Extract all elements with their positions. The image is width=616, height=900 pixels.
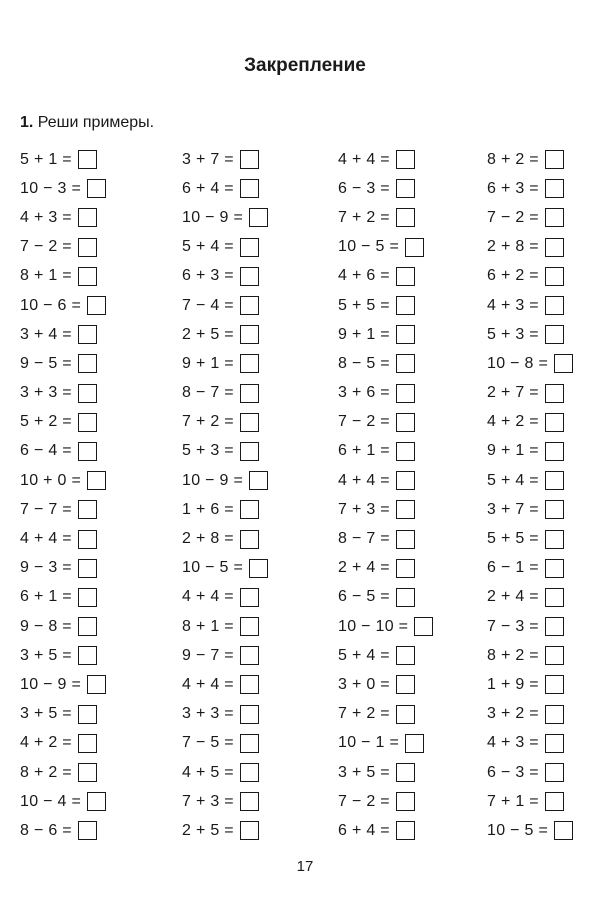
- answer-box[interactable]: [545, 267, 564, 286]
- example-expression: 7 + 1 =: [487, 792, 539, 810]
- answer-box[interactable]: [240, 413, 259, 432]
- examples-column-4: [487, 145, 573, 846]
- example-expression: 6 − 3 =: [338, 179, 390, 197]
- example-expression: 8 − 7 =: [338, 530, 390, 548]
- example-row: [182, 233, 268, 262]
- answer-box[interactable]: [545, 763, 564, 782]
- answer-box[interactable]: [78, 734, 97, 753]
- example-expression: 7 − 3 =: [487, 617, 539, 635]
- example-expression: 3 + 2 =: [487, 705, 539, 723]
- example-row: [182, 145, 268, 174]
- example-row: [182, 437, 268, 466]
- answer-box[interactable]: [240, 267, 259, 286]
- example-row: [487, 262, 573, 291]
- answer-box[interactable]: [396, 325, 415, 344]
- answer-box[interactable]: [78, 267, 97, 286]
- answer-box[interactable]: [396, 442, 415, 461]
- example-row: [20, 524, 106, 553]
- answer-box[interactable]: [78, 646, 97, 665]
- example-row: [487, 670, 573, 699]
- example-row: [338, 349, 433, 378]
- example-row: [338, 408, 433, 437]
- example-expression: 2 + 4 =: [338, 559, 390, 577]
- answer-box[interactable]: [240, 792, 259, 811]
- answer-box[interactable]: [545, 675, 564, 694]
- example-row: [20, 320, 106, 349]
- example-expression: 8 + 2 =: [487, 150, 539, 168]
- example-expression: 7 + 3 =: [182, 792, 234, 810]
- example-row: [487, 495, 573, 524]
- example-expression: 3 + 5 =: [338, 763, 390, 781]
- answer-box[interactable]: [545, 179, 564, 198]
- answer-box[interactable]: [396, 500, 415, 519]
- answer-box[interactable]: [545, 559, 564, 578]
- answer-box[interactable]: [396, 821, 415, 840]
- example-row: [20, 349, 106, 378]
- example-row: [182, 641, 268, 670]
- answer-box[interactable]: [87, 471, 106, 490]
- example-row: [338, 466, 433, 495]
- example-expression: 9 + 1 =: [487, 442, 539, 460]
- example-row: [338, 787, 433, 816]
- answer-box[interactable]: [240, 705, 259, 724]
- answer-box[interactable]: [249, 559, 268, 578]
- example-expression: 7 + 3 =: [338, 500, 390, 518]
- example-expression: 5 + 3 =: [182, 442, 234, 460]
- example-expression: 6 − 5 =: [338, 588, 390, 606]
- answer-box[interactable]: [396, 354, 415, 373]
- answer-box[interactable]: [545, 734, 564, 753]
- example-expression: 6 − 1 =: [487, 559, 539, 577]
- example-row: [338, 495, 433, 524]
- example-row: [338, 320, 433, 349]
- example-expression: 2 + 4 =: [487, 588, 539, 606]
- example-expression: 3 + 4 =: [20, 325, 72, 343]
- example-expression: 4 + 4 =: [20, 530, 72, 548]
- example-row: [487, 700, 573, 729]
- example-expression: 5 + 5 =: [338, 296, 390, 314]
- answer-box[interactable]: [87, 792, 106, 811]
- example-row: [338, 758, 433, 787]
- example-expression: 7 + 2 =: [182, 413, 234, 431]
- answer-box[interactable]: [545, 588, 564, 607]
- example-row: [487, 203, 573, 232]
- example-expression: 9 − 3 =: [20, 559, 72, 577]
- example-row: [20, 700, 106, 729]
- example-expression: 8 + 2 =: [487, 646, 539, 664]
- answer-box[interactable]: [545, 296, 564, 315]
- example-row: [338, 233, 433, 262]
- answer-box[interactable]: [240, 296, 259, 315]
- example-expression: 5 + 3 =: [487, 325, 539, 343]
- example-row: [182, 203, 268, 232]
- example-row: [487, 787, 573, 816]
- answer-box[interactable]: [78, 413, 97, 432]
- answer-box[interactable]: [87, 675, 106, 694]
- answer-box[interactable]: [396, 471, 415, 490]
- example-expression: 10 + 0 =: [20, 471, 82, 489]
- example-expression: 3 + 7 =: [487, 500, 539, 518]
- answer-box[interactable]: [396, 675, 415, 694]
- example-row: [487, 816, 573, 845]
- example-expression: 4 + 3 =: [487, 734, 539, 752]
- example-expression: 5 + 5 =: [487, 530, 539, 548]
- example-expression: 10 − 3 =: [20, 179, 82, 197]
- example-row: [487, 729, 573, 758]
- answer-box[interactable]: [414, 617, 433, 636]
- answer-box[interactable]: [78, 617, 97, 636]
- answer-box[interactable]: [545, 413, 564, 432]
- example-row: [182, 670, 268, 699]
- answer-box[interactable]: [396, 792, 415, 811]
- example-row: [338, 641, 433, 670]
- answer-box[interactable]: [78, 705, 97, 724]
- answer-box[interactable]: [545, 500, 564, 519]
- example-row: [20, 670, 106, 699]
- example-row: [338, 437, 433, 466]
- example-row: [20, 612, 106, 641]
- example-expression: 4 + 3 =: [20, 208, 72, 226]
- example-expression: 7 − 7 =: [20, 500, 72, 518]
- example-expression: 2 + 8 =: [487, 238, 539, 256]
- example-expression: 9 − 5 =: [20, 354, 72, 372]
- example-row: [20, 233, 106, 262]
- example-row: [20, 466, 106, 495]
- example-row: [182, 495, 268, 524]
- example-row: [20, 641, 106, 670]
- answer-box[interactable]: [240, 325, 259, 344]
- examples-column-2: [182, 145, 268, 846]
- example-row: [182, 816, 268, 845]
- example-expression: 10 − 8 =: [487, 354, 549, 372]
- example-row: [20, 787, 106, 816]
- example-row: [182, 758, 268, 787]
- answer-box[interactable]: [78, 442, 97, 461]
- example-expression: 6 − 3 =: [487, 763, 539, 781]
- example-expression: 4 + 4 =: [338, 150, 390, 168]
- example-row: [487, 174, 573, 203]
- answer-box[interactable]: [545, 646, 564, 665]
- example-row: [487, 583, 573, 612]
- example-row: [338, 583, 433, 612]
- example-expression: 9 − 7 =: [182, 646, 234, 664]
- example-expression: 2 + 5 =: [182, 325, 234, 343]
- example-expression: 1 + 9 =: [487, 675, 539, 693]
- example-expression: 6 + 1 =: [338, 442, 390, 460]
- example-row: [338, 291, 433, 320]
- answer-box[interactable]: [240, 617, 259, 636]
- example-expression: 7 − 2 =: [338, 792, 390, 810]
- example-expression: 9 + 1 =: [182, 354, 234, 372]
- example-row: [20, 495, 106, 524]
- answer-box[interactable]: [545, 471, 564, 490]
- answer-box[interactable]: [78, 559, 97, 578]
- example-row: [20, 262, 106, 291]
- task-number: 1.: [20, 114, 34, 131]
- example-expression: 4 + 4 =: [338, 471, 390, 489]
- example-expression: 6 + 2 =: [487, 267, 539, 285]
- example-row: [20, 758, 106, 787]
- answer-box[interactable]: [240, 354, 259, 373]
- example-row: [338, 729, 433, 758]
- answer-box[interactable]: [396, 179, 415, 198]
- answer-box[interactable]: [78, 325, 97, 344]
- answer-box[interactable]: [545, 617, 564, 636]
- example-row: [182, 554, 268, 583]
- answer-box[interactable]: [78, 150, 97, 169]
- example-row: [20, 437, 106, 466]
- example-row: [182, 262, 268, 291]
- example-row: [20, 203, 106, 232]
- example-expression: 5 + 4 =: [487, 471, 539, 489]
- answer-box[interactable]: [240, 763, 259, 782]
- answer-box[interactable]: [78, 354, 97, 373]
- examples-column-1: [20, 145, 106, 846]
- example-row: [487, 554, 573, 583]
- answer-box[interactable]: [78, 208, 97, 227]
- answer-box[interactable]: [240, 530, 259, 549]
- example-row: [20, 379, 106, 408]
- answer-box[interactable]: [87, 179, 106, 198]
- page-number: 17: [296, 858, 314, 875]
- example-row: [487, 524, 573, 553]
- example-row: [182, 729, 268, 758]
- example-expression: 2 + 7 =: [487, 384, 539, 402]
- answer-box[interactable]: [396, 208, 415, 227]
- answer-box[interactable]: [78, 530, 97, 549]
- answer-box[interactable]: [545, 530, 564, 549]
- example-expression: 3 + 3 =: [20, 384, 72, 402]
- example-row: [487, 349, 573, 378]
- example-row: [487, 641, 573, 670]
- example-row: [182, 787, 268, 816]
- example-row: [182, 349, 268, 378]
- example-expression: 4 + 4 =: [182, 675, 234, 693]
- example-expression: 4 + 2 =: [20, 734, 72, 752]
- example-row: [338, 174, 433, 203]
- example-row: [182, 583, 268, 612]
- example-expression: 7 + 2 =: [338, 705, 390, 723]
- answer-box[interactable]: [78, 763, 97, 782]
- example-row: [20, 145, 106, 174]
- answer-box[interactable]: [396, 296, 415, 315]
- answer-box[interactable]: [87, 296, 106, 315]
- example-expression: 2 + 5 =: [182, 821, 234, 839]
- example-expression: 5 + 4 =: [338, 646, 390, 664]
- answer-box[interactable]: [240, 675, 259, 694]
- example-row: [182, 174, 268, 203]
- example-row: [487, 291, 573, 320]
- example-expression: 9 − 8 =: [20, 617, 72, 635]
- answer-box[interactable]: [396, 705, 415, 724]
- example-row: [487, 466, 573, 495]
- example-expression: 10 − 4 =: [20, 792, 82, 810]
- answer-box[interactable]: [240, 821, 259, 840]
- example-row: [20, 174, 106, 203]
- example-row: [487, 320, 573, 349]
- example-expression: 10 − 9 =: [182, 471, 244, 489]
- answer-box[interactable]: [554, 354, 573, 373]
- answer-box[interactable]: [240, 734, 259, 753]
- example-expression: 7 − 2 =: [20, 238, 72, 256]
- example-expression: 3 + 0 =: [338, 675, 390, 693]
- example-row: [182, 379, 268, 408]
- example-expression: 6 + 4 =: [182, 179, 234, 197]
- example-row: [20, 816, 106, 845]
- example-expression: 10 − 9 =: [182, 208, 244, 226]
- example-expression: 10 − 5 =: [487, 821, 549, 839]
- answer-box[interactable]: [545, 238, 564, 257]
- example-row: [338, 262, 433, 291]
- example-row: [487, 379, 573, 408]
- example-expression: 4 + 5 =: [182, 763, 234, 781]
- example-expression: 5 + 1 =: [20, 150, 72, 168]
- page-title: Закрепление: [244, 55, 366, 76]
- example-expression: 10 − 9 =: [20, 675, 82, 693]
- example-expression: 2 + 8 =: [182, 530, 234, 548]
- example-row: [338, 612, 433, 641]
- example-expression: 3 + 5 =: [20, 705, 72, 723]
- example-expression: 5 + 4 =: [182, 238, 234, 256]
- example-expression: 7 − 2 =: [487, 208, 539, 226]
- example-row: [182, 612, 268, 641]
- answer-box[interactable]: [396, 267, 415, 286]
- answer-box[interactable]: [240, 150, 259, 169]
- example-expression: 8 − 7 =: [182, 384, 234, 402]
- example-row: [487, 758, 573, 787]
- example-expression: 6 + 1 =: [20, 588, 72, 606]
- answer-box[interactable]: [78, 500, 97, 519]
- answer-box[interactable]: [249, 208, 268, 227]
- example-expression: 3 + 5 =: [20, 646, 72, 664]
- example-expression: 8 + 1 =: [20, 267, 72, 285]
- answer-box[interactable]: [396, 384, 415, 403]
- example-row: [182, 524, 268, 553]
- answer-box[interactable]: [240, 442, 259, 461]
- example-expression: 9 + 1 =: [338, 325, 390, 343]
- answer-box[interactable]: [545, 208, 564, 227]
- example-row: [182, 466, 268, 495]
- example-expression: 10 − 1 =: [338, 734, 400, 752]
- example-row: [338, 816, 433, 845]
- example-row: [487, 612, 573, 641]
- answer-box[interactable]: [396, 530, 415, 549]
- answer-box[interactable]: [240, 179, 259, 198]
- example-expression: 10 − 6 =: [20, 296, 82, 314]
- example-expression: 8 + 2 =: [20, 763, 72, 781]
- example-expression: 7 − 4 =: [182, 296, 234, 314]
- example-expression: 8 − 5 =: [338, 354, 390, 372]
- example-expression: 7 + 2 =: [338, 208, 390, 226]
- example-row: [487, 437, 573, 466]
- answer-box[interactable]: [240, 500, 259, 519]
- example-expression: 4 + 4 =: [182, 588, 234, 606]
- answer-box[interactable]: [396, 150, 415, 169]
- answer-box[interactable]: [78, 588, 97, 607]
- answer-box[interactable]: [545, 792, 564, 811]
- example-expression: 4 + 2 =: [487, 413, 539, 431]
- answer-box[interactable]: [396, 588, 415, 607]
- example-expression: 1 + 6 =: [182, 500, 234, 518]
- answer-box[interactable]: [545, 442, 564, 461]
- task-text: Реши примеры.: [37, 114, 155, 131]
- answer-box[interactable]: [240, 646, 259, 665]
- example-row: [20, 729, 106, 758]
- example-row: [338, 670, 433, 699]
- task-heading: [20, 114, 154, 132]
- example-row: [20, 583, 106, 612]
- answer-box[interactable]: [554, 821, 573, 840]
- answer-box[interactable]: [545, 384, 564, 403]
- answer-box[interactable]: [396, 763, 415, 782]
- example-expression: 8 − 6 =: [20, 821, 72, 839]
- answer-box[interactable]: [405, 734, 424, 753]
- example-row: [338, 203, 433, 232]
- example-expression: 10 − 5 =: [338, 238, 400, 256]
- example-row: [338, 145, 433, 174]
- example-row: [338, 379, 433, 408]
- example-expression: 10 − 10 =: [338, 617, 409, 635]
- example-expression: 4 + 6 =: [338, 267, 390, 285]
- answer-box[interactable]: [240, 238, 259, 257]
- example-expression: 8 + 1 =: [182, 617, 234, 635]
- example-expression: 3 + 6 =: [338, 384, 390, 402]
- example-row: [182, 408, 268, 437]
- answer-box[interactable]: [396, 646, 415, 665]
- example-row: [487, 408, 573, 437]
- example-row: [487, 145, 573, 174]
- example-row: [182, 320, 268, 349]
- example-expression: 7 − 5 =: [182, 734, 234, 752]
- example-expression: 6 + 3 =: [487, 179, 539, 197]
- answer-box[interactable]: [396, 559, 415, 578]
- answer-box[interactable]: [240, 384, 259, 403]
- example-row: [487, 233, 573, 262]
- answer-box[interactable]: [396, 413, 415, 432]
- example-expression: 7 − 2 =: [338, 413, 390, 431]
- example-row: [20, 291, 106, 320]
- example-expression: 10 − 5 =: [182, 559, 244, 577]
- example-row: [20, 554, 106, 583]
- example-expression: 6 − 4 =: [20, 442, 72, 460]
- example-row: [338, 554, 433, 583]
- answer-box[interactable]: [545, 705, 564, 724]
- answer-box[interactable]: [78, 238, 97, 257]
- example-row: [182, 700, 268, 729]
- answer-box[interactable]: [240, 588, 259, 607]
- examples-column-3: [338, 145, 433, 846]
- answer-box[interactable]: [405, 238, 424, 257]
- example-expression: 6 + 3 =: [182, 267, 234, 285]
- example-expression: 4 + 3 =: [487, 296, 539, 314]
- answer-box[interactable]: [545, 325, 564, 344]
- example-expression: 3 + 7 =: [182, 150, 234, 168]
- example-expression: 3 + 3 =: [182, 705, 234, 723]
- answer-box[interactable]: [78, 821, 97, 840]
- answer-box[interactable]: [545, 150, 564, 169]
- answer-box[interactable]: [249, 471, 268, 490]
- example-row: [182, 291, 268, 320]
- answer-box[interactable]: [78, 384, 97, 403]
- example-row: [338, 700, 433, 729]
- example-row: [338, 524, 433, 553]
- example-expression: 6 + 4 =: [338, 821, 390, 839]
- example-row: [20, 408, 106, 437]
- example-expression: 5 + 2 =: [20, 413, 72, 431]
